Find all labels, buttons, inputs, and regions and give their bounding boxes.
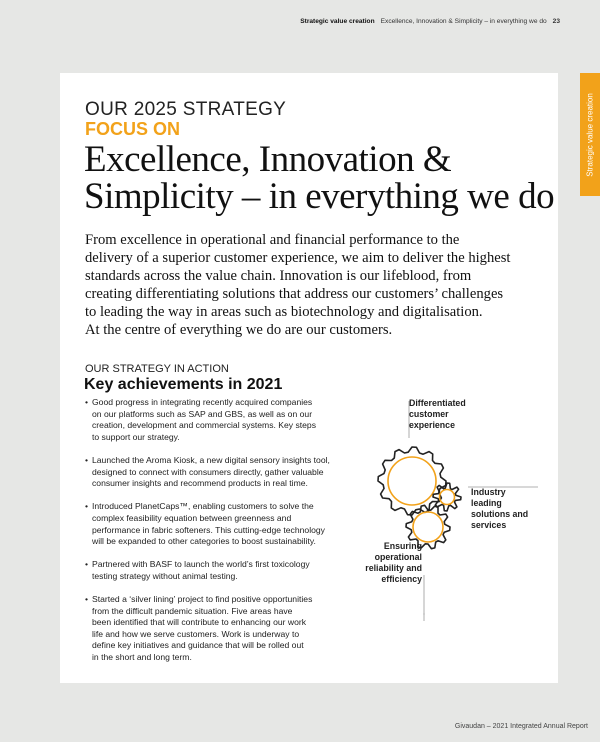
label-industry-leading: Industry leading solutions and services — [471, 487, 529, 530]
section-tab-label: Strategic value creation — [585, 92, 595, 177]
intro-line: From excellence in operational and financial performance to the — [85, 232, 460, 248]
page-number: 23 — [552, 18, 560, 25]
large-gear-ring — [388, 457, 436, 505]
intro-line: At the centre of everything we do are our customers. — [85, 322, 393, 338]
page-title — [84, 141, 554, 215]
header-section: Strategic value creation — [300, 18, 375, 25]
intro-line: standards across the value chain. Innovation is our lifeblood, from — [85, 268, 472, 284]
intro-line: to leading the way in areas such as biotechnology and digitalisation. — [85, 304, 483, 320]
achievement-item: • Launched the Aroma Kiosk, a new digital sensory insights tool, designed to connect with consumers directly, gather valuable consumer insights and recommend products in real time. — [85, 455, 355, 490]
achievements-heading: Key achievements in 2021 — [84, 376, 283, 393]
section-tab[interactable] — [580, 73, 600, 196]
medium-gear-ring — [413, 512, 443, 542]
header-chapter: Excellence, Innovation & Simplicity – in everything we do — [380, 18, 547, 25]
title-line: Simplicity – in everything we do — [84, 176, 555, 217]
intro-paragraph — [85, 231, 511, 339]
kicker: OUR 2025 STRATEGY — [85, 99, 287, 120]
title-line: Excellence, Innovation & — [84, 139, 452, 180]
achievements-list — [85, 397, 355, 675]
running-header — [300, 18, 560, 25]
label-customer-experience: Differentiated customer experience — [409, 398, 466, 430]
focus-label: FOCUS ON — [85, 119, 181, 139]
achievement-item: • Started a ‘silver lining’ project to find positive opportunities from the difficult pandemic situation. Five areas have been identified that will contribute to enhancing our work life and how we serve customers. Work is underway to define key initiatives and guidance that will be rolled out in the short and long term. — [85, 594, 355, 664]
intro-line: delivery of a superior customer experience, we aim to deliver the highest — [85, 250, 511, 266]
label-operational-reliability: Ensuring operational reliability and efficiency — [365, 541, 422, 584]
achievement-item: • Introduced PlanetCaps™, enabling customers to solve the complex feasibility equation between greenness and performance in fabric softeners. This cutting-edge technology will be expanded to other categories to boost sustainability. — [85, 501, 355, 547]
achievement-item: • Partnered with BASF to launch the world’s first toxicology testing strategy without animal testing. — [85, 559, 355, 582]
achievement-item: • Good progress in integrating recently acquired companies on our platforms such as SAP and GBS, as well as on our creation, development and commercial systems. Key steps to support our strategy. — [85, 397, 355, 443]
intro-line: creating differentiating solutions that address our customers’ challenges — [85, 286, 504, 302]
content-card — [60, 73, 558, 683]
subheading: OUR STRATEGY IN ACTION — [85, 363, 229, 375]
footer: Givaudan – 2021 Integrated Annual Report — [454, 723, 588, 730]
